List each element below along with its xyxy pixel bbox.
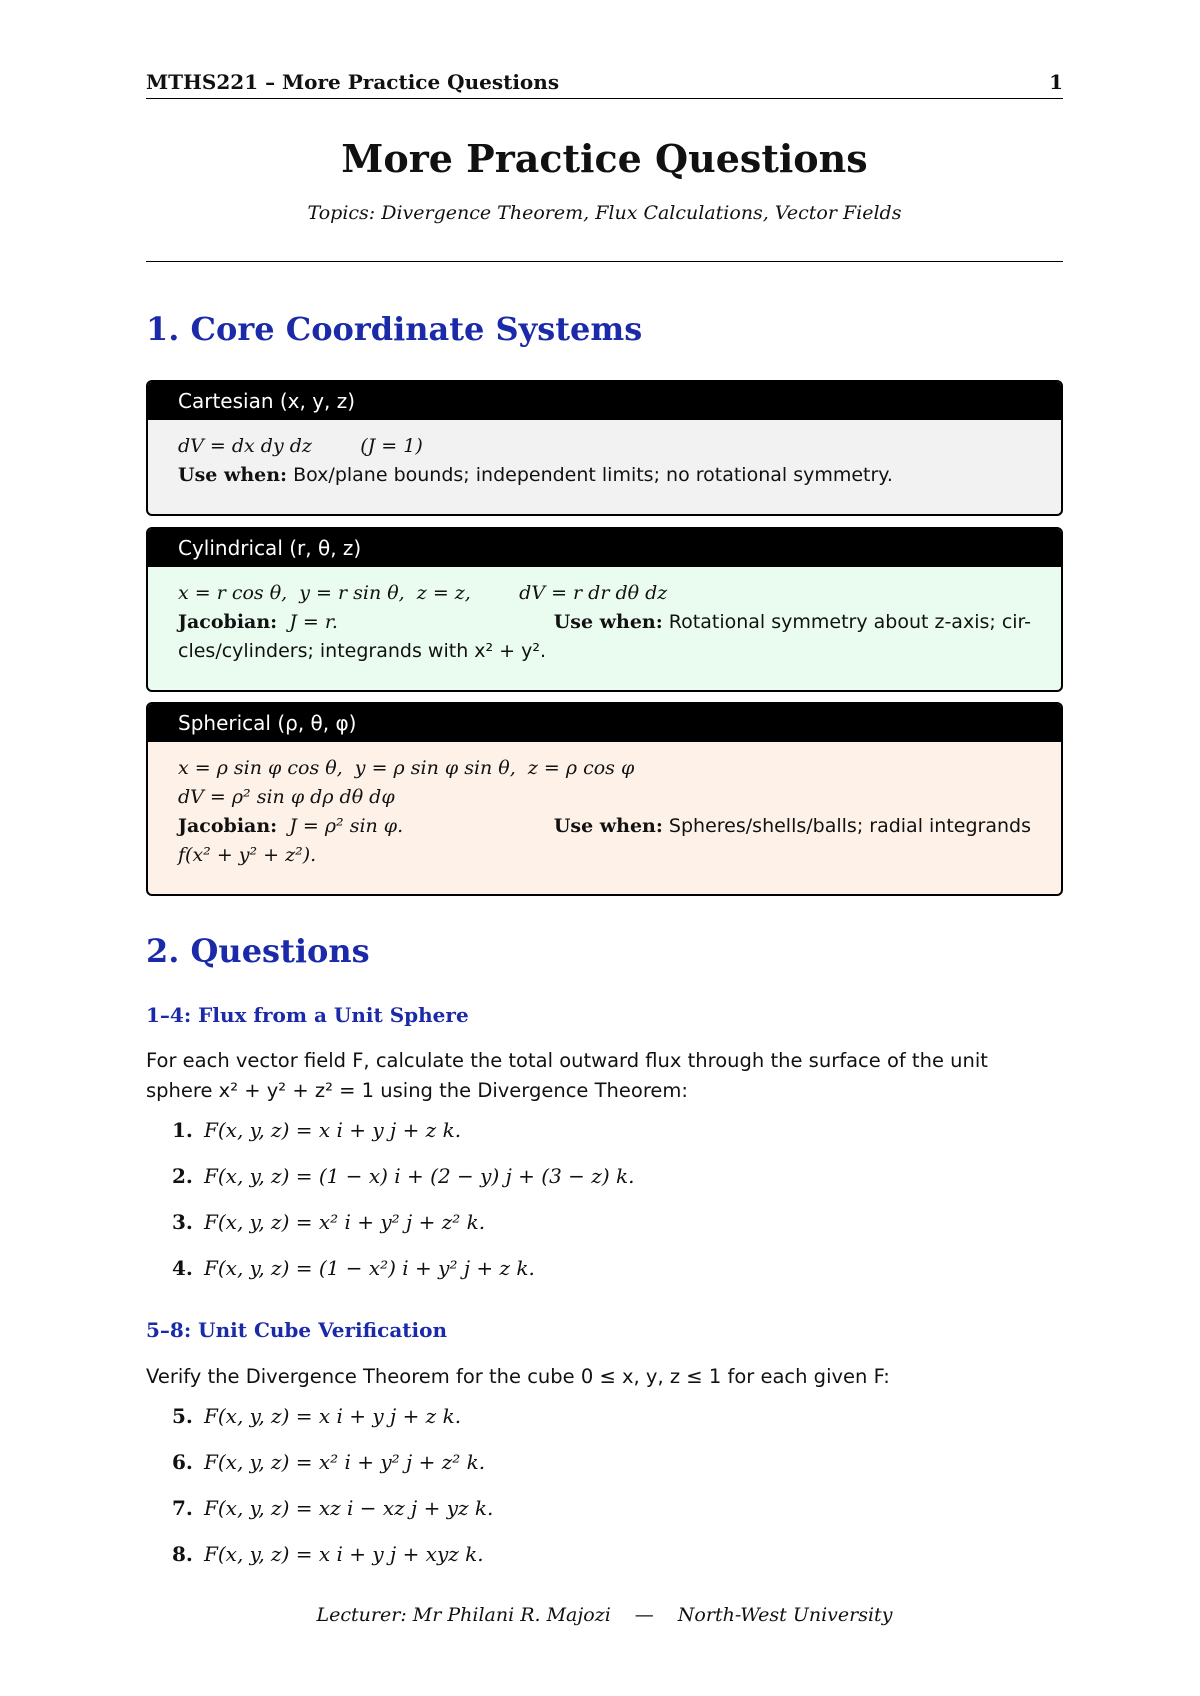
group-heading-unit-sphere: 1–4: Flux from a Unit Sphere [146, 1003, 469, 1027]
question-number: 4. [172, 1256, 193, 1280]
question-expression: F(x, y, z) = x² i + y² j + z² k. [204, 1450, 486, 1474]
page-title: More Practice Questions [341, 136, 868, 181]
intro-line: For each vector field F, calculate the total outward flux through the surface of the unit [146, 1049, 988, 1072]
usage-label: Use when: [553, 611, 663, 633]
question-expression: F(x, y, z) = (1 − x) i + (2 − y) j + (3 − z) k. [204, 1164, 635, 1188]
formula-line: dV = dx dy dz (J = 1) [178, 435, 423, 457]
question-expression: F(x, y, z) = x i + y j + xyz k. [204, 1542, 484, 1566]
usage-continuation: cles/cylinders; integrands with x² + y². [178, 640, 547, 662]
question-expression: F(x, y, z) = x² i + y² j + z² k. [204, 1210, 486, 1234]
question-item [172, 1164, 634, 1188]
spherical-box [146, 702, 1063, 896]
jacobian-label: Jacobian: [178, 611, 278, 633]
box-header: Spherical (ρ, θ, φ) [148, 704, 1061, 742]
usage-continuation: f(x² + y² + z²). [178, 844, 317, 866]
group-heading-unit-cube: 5–8: Unit Cube Verification [146, 1318, 448, 1342]
question-number: 6. [172, 1450, 193, 1474]
box-body [148, 420, 1061, 500]
footer-separator: — [634, 1604, 654, 1626]
question-expression: F(x, y, z) = (1 − x²) i + y² j + z k. [204, 1256, 535, 1280]
formula-line: x = r cos θ, y = r sin θ, z = z, dV = r dr dθ dz [178, 582, 668, 604]
institution-name: North-West University [677, 1604, 893, 1626]
question-item [172, 1118, 461, 1142]
intro-line: Verify the Divergence Theorem for the cube 0 ≤ x, y, z ≤ 1 for each given F: [146, 1365, 890, 1388]
jacobian-value: J = r. [277, 611, 338, 633]
question-item [172, 1542, 484, 1566]
title-divider [146, 261, 1063, 262]
section-heading-coordinate-systems: 1. Core Coordinate Systems [146, 310, 643, 348]
lecturer-name: Lecturer: Mr Philani R. Majozi [316, 1604, 611, 1626]
question-number: 5. [172, 1404, 193, 1428]
box-header: Cartesian (x, y, z) [148, 382, 1061, 420]
question-expression: F(x, y, z) = x i + y j + z k. [204, 1118, 462, 1142]
usage-label: Use when: [553, 815, 663, 837]
question-item [172, 1256, 535, 1280]
question-number: 7. [172, 1496, 193, 1520]
group-intro [146, 1046, 1063, 1106]
question-number: 3. [172, 1210, 193, 1234]
box-header: Cylindrical (r, θ, z) [148, 529, 1061, 567]
usage-text: Box/plane bounds; independent limits; no rotational symmetry. [287, 464, 893, 486]
cylindrical-box [146, 527, 1063, 692]
usage-line [178, 461, 1031, 490]
question-number: 1. [172, 1118, 193, 1142]
group-intro [146, 1362, 1063, 1392]
usage-label: Use when: [178, 464, 288, 486]
question-item [172, 1496, 493, 1520]
page-subtitle: Topics: Divergence Theorem, Flux Calculations, Vector Fields [307, 202, 902, 224]
question-number: 8. [172, 1542, 193, 1566]
usage-text: Rotational symmetry about z-axis; cir- [662, 611, 1031, 633]
box-body [148, 567, 1061, 676]
cartesian-box [146, 380, 1063, 516]
question-number: 2. [172, 1164, 193, 1188]
running-header [146, 70, 1063, 99]
page-footer [146, 1604, 1063, 1626]
question-item [172, 1450, 485, 1474]
intro-line: sphere x² + y² + z² = 1 using the Divergence Theorem: [146, 1079, 688, 1102]
course-title: MTHS221 – More Practice Questions [146, 70, 560, 94]
jacobian-line [178, 812, 1031, 841]
question-expression: F(x, y, z) = xz i − xz j + yz k. [204, 1496, 494, 1520]
question-expression: F(x, y, z) = x i + y j + z k. [204, 1404, 462, 1428]
box-body [148, 742, 1061, 880]
section-heading-questions: 2. Questions [146, 932, 370, 970]
volume-element-line: dV = ρ² sin φ dρ dθ dφ [178, 786, 395, 808]
jacobian-line [178, 608, 1031, 637]
page-number: 1 [1049, 70, 1063, 94]
question-item [172, 1404, 461, 1428]
jacobian-value: J = ρ² sin φ. [277, 815, 404, 837]
question-item [172, 1210, 485, 1234]
jacobian-label: Jacobian: [178, 815, 278, 837]
usage-text: Spheres/shells/balls; radial integrands [662, 815, 1031, 837]
formula-line: x = ρ sin φ cos θ, y = ρ sin φ sin θ, z = ρ cos φ [178, 757, 635, 779]
